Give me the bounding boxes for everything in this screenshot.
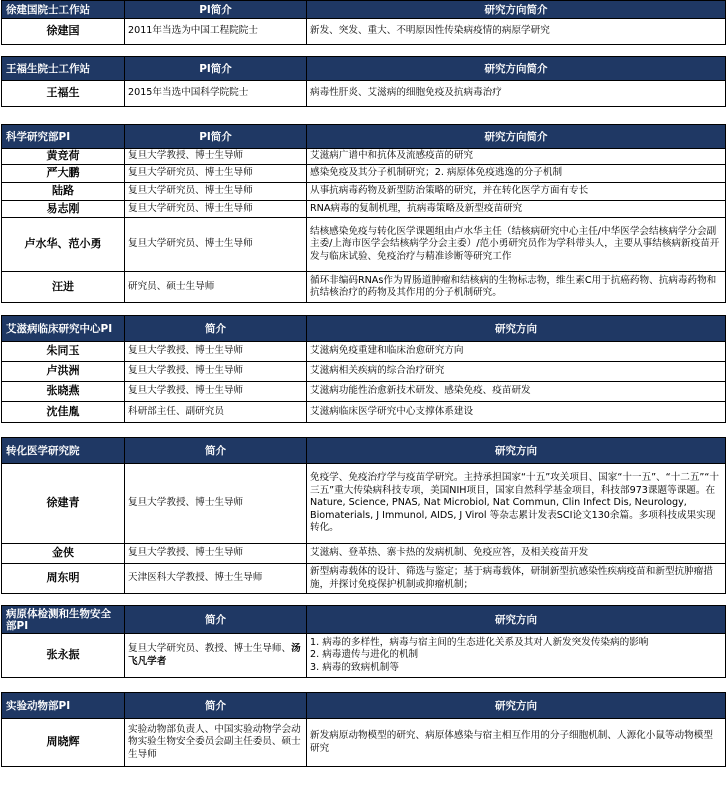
- column-header-intro: PI简介: [125, 125, 307, 149]
- section-title: 艾滋病临床研究中心PI: [2, 316, 125, 342]
- table-row: [2, 719, 726, 767]
- section-header: [2, 1, 726, 19]
- pi-intro: 科研部主任、副研究员: [125, 402, 307, 423]
- table-row: [2, 165, 726, 183]
- research-direction: 新发病原动物模型的研究、病原体感染与宿主相互作用的分子细胞机制、人源化小鼠等动物模型研究: [307, 719, 726, 767]
- section-title: 王福生院士工作站: [2, 57, 125, 81]
- table-row: [2, 464, 726, 544]
- spacer: [2, 107, 726, 125]
- pi-name: 张永振: [2, 634, 125, 678]
- research-direction: 从事抗病毒药物及新型防治策略的研究，并在转化医学方面有专长: [307, 183, 726, 201]
- spacer: [2, 678, 726, 693]
- spacer: [2, 594, 726, 606]
- pi-intro: 复旦大学教授、博士生导师: [125, 464, 307, 544]
- section-title: 病原体检测和生物安全部PI: [2, 606, 125, 634]
- pi-intro: 复旦大学研究员、博士生导师: [125, 165, 307, 183]
- section-title: 转化医学研究院: [2, 438, 125, 464]
- pi-name: 朱同玉: [2, 342, 125, 362]
- research-direction: 艾滋病免疫重建和临床治愈研究方向: [307, 342, 726, 362]
- section-header: [2, 316, 726, 342]
- section-title: 徐建国院士工作站: [2, 1, 125, 19]
- section-header: [2, 606, 726, 634]
- column-header-direction: 研究方向简介: [307, 125, 726, 149]
- section-header: [2, 125, 726, 149]
- pi-intro: 复旦大学研究员、博士生导师: [125, 218, 307, 272]
- spacer: [2, 303, 726, 316]
- pi-name: 徐建青: [2, 464, 125, 544]
- pi-name: 汪进: [2, 272, 125, 303]
- column-header-intro: 简介: [125, 438, 307, 464]
- research-direction: 新发、突发、重大、不明原因性传染病疫情的病原学研究: [307, 19, 726, 45]
- pi-intro: 复旦大学教授、博士生导师: [125, 544, 307, 564]
- pi-intro: 2015年当选中国科学院院士: [125, 81, 307, 107]
- pi-intro: 2011年当选为中国工程院院士: [125, 19, 307, 45]
- direction-item: 2. 病毒遗传与进化的机制: [310, 649, 419, 661]
- spacer: [2, 423, 726, 438]
- pi-name: 周东明: [2, 564, 125, 594]
- pi-intro: 复旦大学教授、博士生导师: [125, 342, 307, 362]
- honor-title: 汤飞凡学者: [128, 643, 301, 667]
- pi-intro: 复旦大学教授、博士生导师: [125, 149, 307, 165]
- column-header-direction: 研究方向简介: [307, 1, 726, 19]
- pi-name: 王福生: [2, 81, 125, 107]
- pi-name: 徐建国: [2, 19, 125, 45]
- table-row: [2, 402, 726, 423]
- research-direction: 结核感染免疫与转化医学课题组由卢水华主任（结核病研究中心主任/中华医学会结核病学分会副主委/上海市医学会结核病学分会主委）/范小勇研究员作为学科带头人，主要从事结核病新疫苗开发与临床试验、免疫治疗与精准诊断等研究工作: [307, 218, 726, 272]
- pi-name: 陆路: [2, 183, 125, 201]
- research-direction: 艾滋病广谱中和抗体及流感疫苗的研究: [307, 149, 726, 165]
- table-row: [2, 362, 726, 382]
- pi-table: [1, 0, 726, 767]
- research-direction: 感染免疫及其分子机制研究；2. 病原体免疫逃逸的分子机制: [307, 165, 726, 183]
- pi-intro: 复旦大学研究员、博士生导师: [125, 201, 307, 218]
- pi-intro: 复旦大学教授、博士生导师: [125, 382, 307, 402]
- table-row: [2, 342, 726, 362]
- pi-name: 卢洪洲: [2, 362, 125, 382]
- table-row: [2, 218, 726, 272]
- table-row: [2, 634, 726, 678]
- table-row: [2, 81, 726, 107]
- research-direction: 艾滋病临床医学研究中心支撑体系建设: [307, 402, 726, 423]
- table-row: [2, 19, 726, 45]
- column-header-intro: 简介: [125, 693, 307, 719]
- pi-intro: 实验动物部负责人、中国实验动物学会动物实验生物安全委员会副主任委员、硕士生导师: [125, 719, 307, 767]
- column-header-direction: 研究方向简介: [307, 57, 726, 81]
- section-header: [2, 438, 726, 464]
- table-row: [2, 544, 726, 564]
- pi-name: 黄竞荷: [2, 149, 125, 165]
- pi-intro: 复旦大学教授、博士生导师: [125, 362, 307, 382]
- direction-item: 3. 病毒的致病机制等: [310, 661, 399, 673]
- column-header-direction: 研究方向: [307, 438, 726, 464]
- pi-name: 金侠: [2, 544, 125, 564]
- pi-name: 沈佳胤: [2, 402, 125, 423]
- research-direction: 艾滋病功能性治愈新技术研发、感染免疫、疫苗研发: [307, 382, 726, 402]
- pi-name: 卢水华、范小勇: [2, 218, 125, 272]
- pi-name: 易志刚: [2, 201, 125, 218]
- section-header: [2, 693, 726, 719]
- research-direction: 新型病毒载体的设计、筛选与鉴定；基于病毒载体，研制新型抗感染性疾病疫苗和新型抗肿瘤措施，并探讨免疫保护机制或抑瘤机制；: [307, 564, 726, 594]
- table-row: [2, 272, 726, 303]
- pi-name: 周晓辉: [2, 719, 125, 767]
- research-direction: 循环非编码RNAs作为胃肠道肿瘤和结核病的生物标志物，维生素C用于抗癌药物、抗病毒药物和抗结核治疗的药物及其作用的分子机制研究。: [307, 272, 726, 303]
- table-row: [2, 382, 726, 402]
- table-row: [2, 183, 726, 201]
- section-title: 实验动物部PI: [2, 693, 125, 719]
- column-header-direction: 研究方向: [307, 693, 726, 719]
- pi-intro: 研究员、硕士生导师: [125, 272, 307, 303]
- pi-intro: 天津医科大学教授、博士生导师: [125, 564, 307, 594]
- direction-item: 1. 病毒的多样性，病毒与宿主间的生态进化关系及其对人新发突发传染病的影响: [310, 636, 649, 648]
- pi-name: 严大鹏: [2, 165, 125, 183]
- table-row: [2, 149, 726, 165]
- column-header-direction: 研究方向: [307, 316, 726, 342]
- pi-name: 张晓燕: [2, 382, 125, 402]
- section-title: 科学研究部PI: [2, 125, 125, 149]
- spacer: [2, 45, 726, 57]
- research-direction: 艾滋病相关疾病的综合治疗研究: [307, 362, 726, 382]
- column-header-intro: PI简介: [125, 57, 307, 81]
- research-direction: 艾滋病、登革热、寨卡热的发病机制、免疫应答，及相关疫苗开发: [307, 544, 726, 564]
- research-direction: 免疫学、免疫治疗学与疫苗学研究。主持承担国家“十五”攻关项目、国家“十一五”、“十二五”“十三五”重大传染病科技专项，美国NIH项目，国家自然科学基金项目，科技部973课题等课题。在Nature, Science, PNAS, Nat Microbiol, Nat Commun, Clin Infect Dis, Neurology, Biomaterials, J Immunol, AIDS, J Virol 等杂志累计发表SCI论文130余篇。多项科技成果实现转化。: [307, 464, 726, 544]
- research-direction: [307, 634, 726, 678]
- column-header-direction: 研究方向: [307, 606, 726, 634]
- pi-intro: 复旦大学研究员、博士生导师: [125, 183, 307, 201]
- research-direction: 病毒性肝炎、艾滋病的细胞免疫及抗病毒治疗: [307, 81, 726, 107]
- table-row: [2, 564, 726, 594]
- column-header-intro: 简介: [125, 606, 307, 634]
- pi-intro-text: 复旦大学研究员、教授、博士生导师、: [128, 643, 292, 654]
- column-header-intro: 简介: [125, 316, 307, 342]
- column-header-intro: PI简介: [125, 1, 307, 19]
- pi-intro: [125, 634, 307, 678]
- section-header: [2, 57, 726, 81]
- table-row: [2, 201, 726, 218]
- research-direction: RNA病毒的复制机理，抗病毒策略及新型疫苗研究: [307, 201, 726, 218]
